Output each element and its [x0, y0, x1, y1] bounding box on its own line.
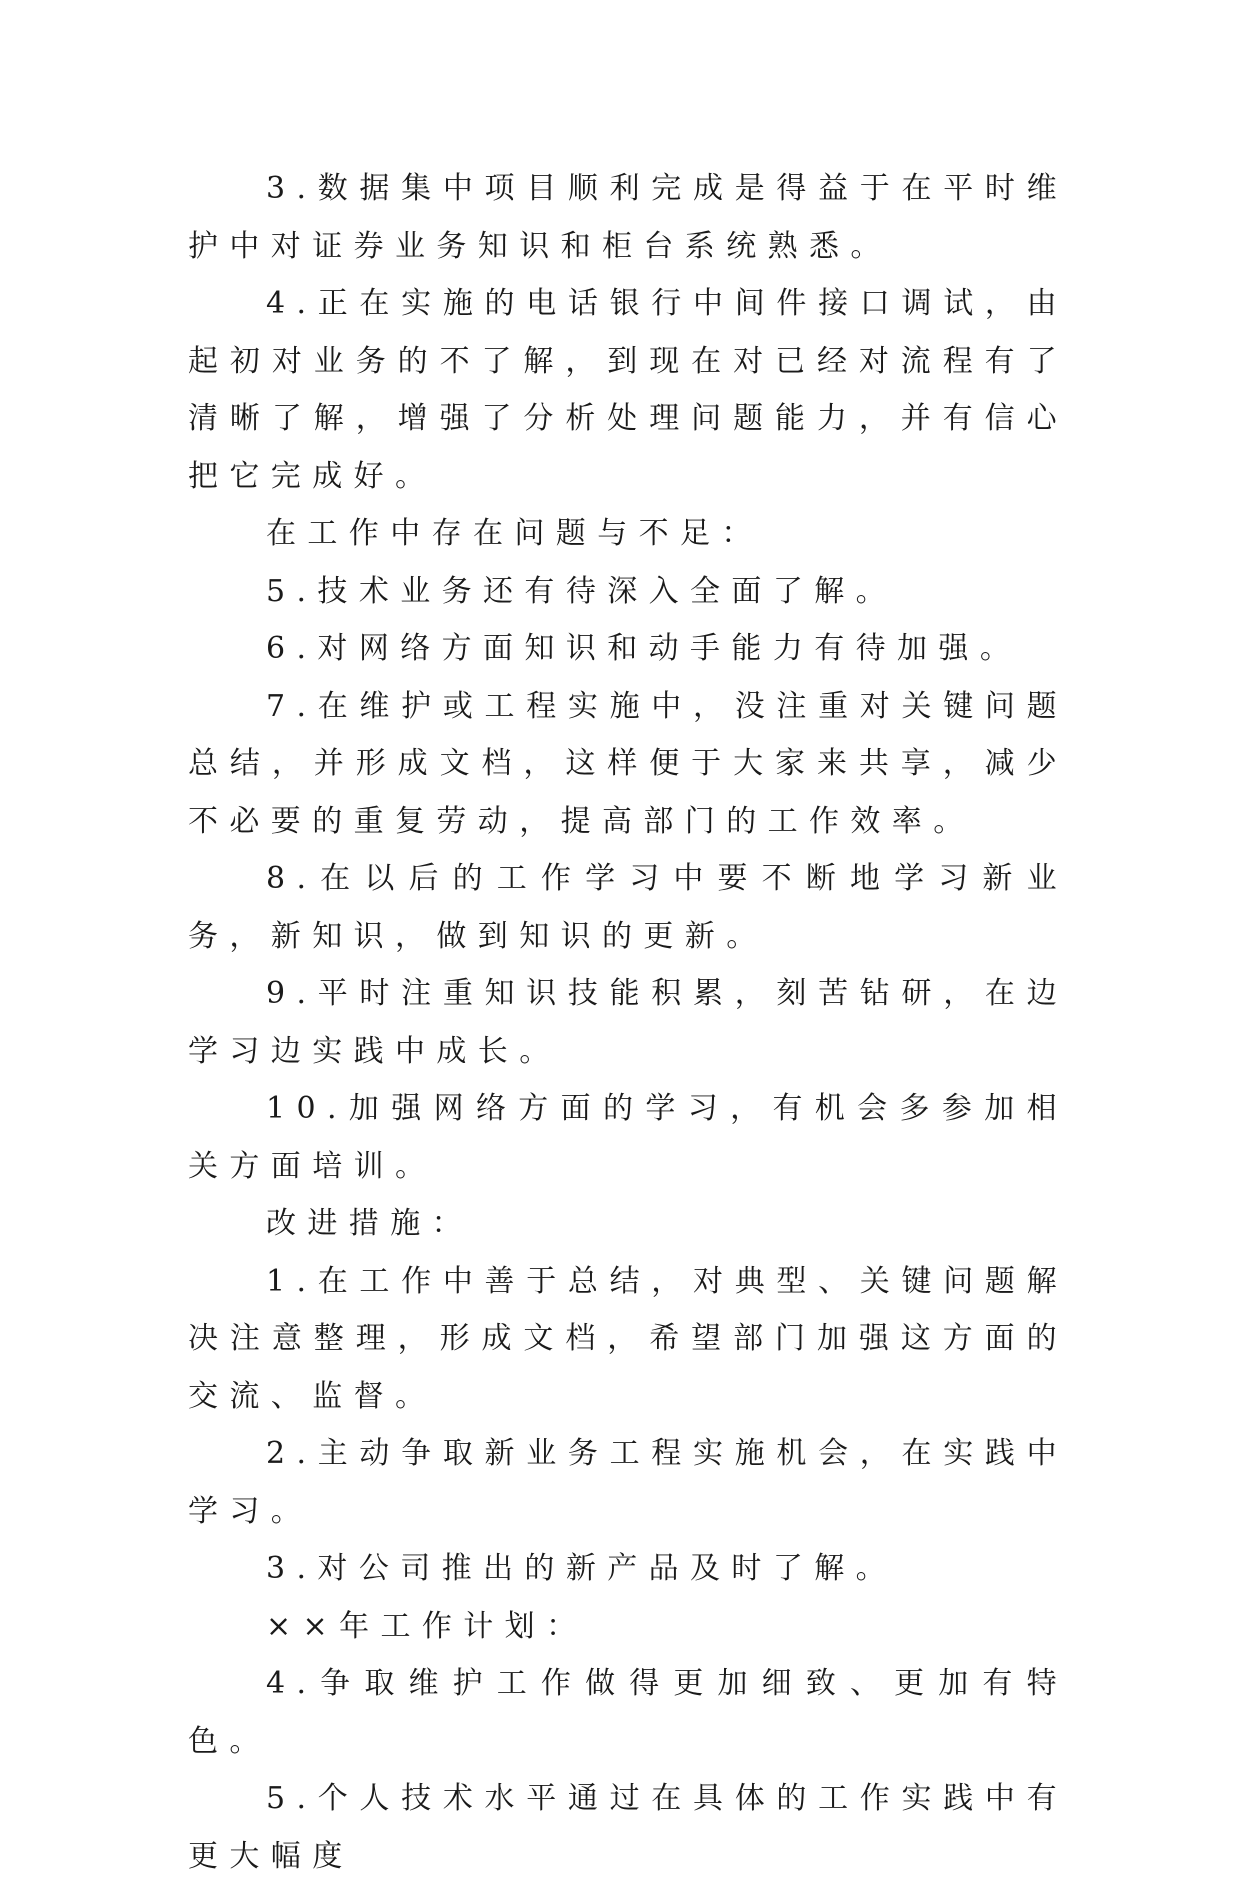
paragraph: 7.在维护或工程实施中，没注重对关键问题总结，并形成文档，这样便于大家来共享，减少不必要的重复劳动，提高部门的工作效率。: [188, 688, 1068, 839]
document-body: [188, 160, 1068, 1885]
section-heading: 在工作中存在问题与不足：: [266, 516, 763, 551]
paragraph: 1.在工作中善于总结，对典型、关键问题解决注意整理，形成文档，希望部门加强这方面的交流、监督。: [188, 1263, 1068, 1414]
paragraph: 5.技术业务还有待深入全面了解。: [266, 573, 898, 609]
paragraph: 10.加强网络方面的学习，有机会多参加相关方面培训。: [188, 1091, 1068, 1184]
paragraph: 5.个人技术水平通过在具体的工作实践中有更大幅度: [188, 1781, 1068, 1874]
paragraph: 4.争取维护工作做得更加细致、更加有特色。: [188, 1666, 1068, 1759]
paragraph: 6.对网络方面知识和动手能力有待加强。: [266, 631, 1022, 666]
paragraph: 9.平时注重知识技能积累，刻苦钻研，在边学习边实践中成长。: [188, 976, 1068, 1069]
paragraph: 2.主动争取新业务工程实施机会，在实践中学习。: [188, 1436, 1068, 1529]
paragraph: 3.数据集中项目顺利完成是得益于在平时维护中对证券业务知识和柜台系统熟悉。: [188, 171, 1068, 264]
section-heading: ××年工作计划：: [266, 1608, 588, 1644]
paragraph: 8.在以后的工作学习中要不断地学习新业务，新知识，做到知识的更新。: [188, 861, 1068, 954]
paragraph: 4.正在实施的电话银行中间件接口调试，由起初对业务的不了解，到现在对已经对流程有了清晰了解，增强了分析处理问题能力，并有信心把它完成好。: [188, 286, 1068, 494]
paragraph: 3.对公司推出的新产品及时了解。: [266, 1551, 898, 1586]
section-heading: 改进措施：: [266, 1206, 473, 1241]
